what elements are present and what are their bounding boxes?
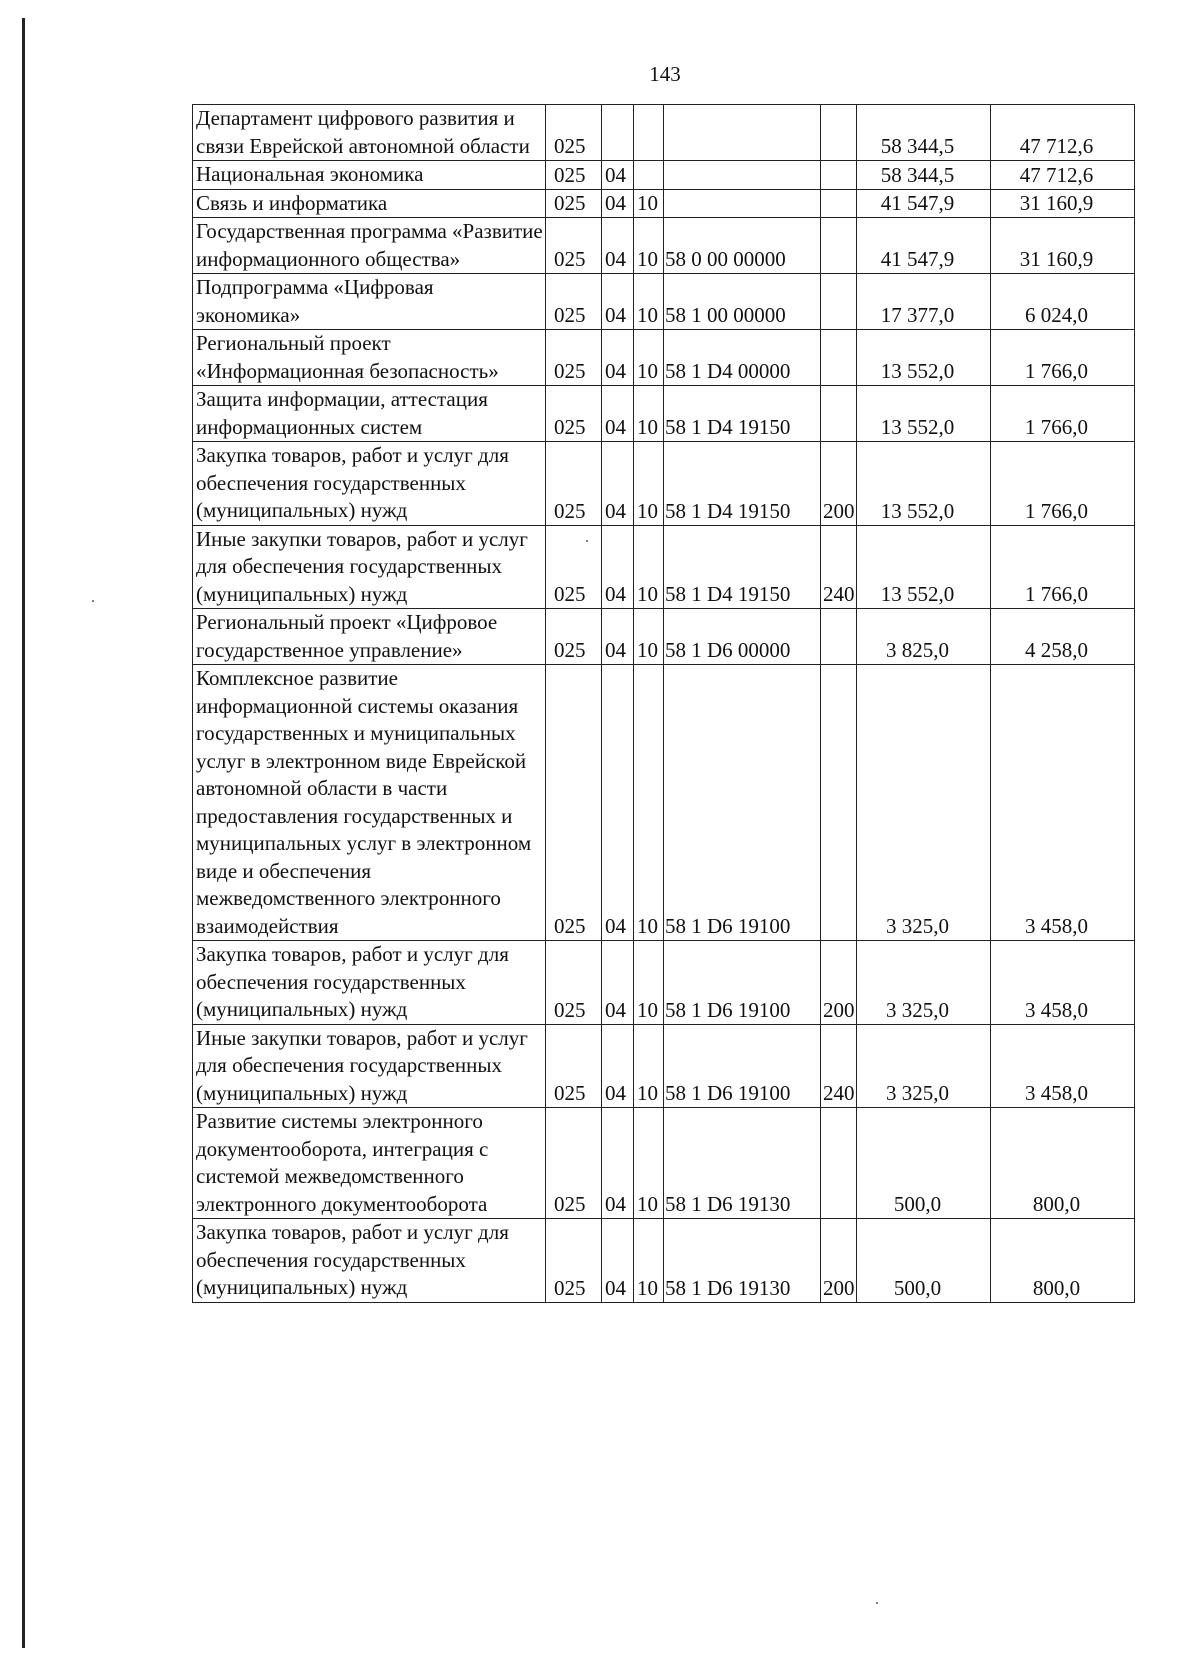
row-expense-type: 240 [821,525,857,609]
row-subsection-code: 10 [634,941,664,1025]
row-name: Защита информации, аттестация информационных систем [193,386,546,442]
row-section-code: 04 [602,330,634,386]
row-grbs-code: 025 [546,386,602,442]
row-subsection-code: 10 [634,665,664,941]
row-subsection-code [634,105,664,161]
row-section-code: 04 [602,189,634,218]
row-amount-year2: 47 712,6 [991,161,1135,190]
row-expense-type [821,609,857,665]
page-number: 143 [649,62,681,86]
row-subsection-code: 10 [634,218,664,274]
row-amount-year2: 800,0 [991,1219,1135,1303]
row-name: Региональный проект «Цифровое государственное управление» [193,609,546,665]
table-row [193,189,1135,218]
row-amount-year1: 3 325,0 [857,941,991,1025]
row-section-code: 04 [602,525,634,609]
row-expense-type: 200 [821,442,857,526]
row-grbs-code: 025 [546,1108,602,1219]
row-target-article: 58 1 D6 00000 [664,609,821,665]
row-amount-year2: 6 024,0 [991,274,1135,330]
row-target-article: 58 1 D4 19150 [664,386,821,442]
row-amount-year2: 1 766,0 [991,386,1135,442]
table-row [193,941,1135,1025]
row-amount-year2: 1 766,0 [991,525,1135,609]
row-subsection-code: 10 [634,1024,664,1108]
scan-speck [876,1602,878,1604]
row-grbs-code: 025 [546,609,602,665]
row-name: Региональный проект «Информационная безопасность» [193,330,546,386]
row-target-article: 58 0 00 00000 [664,218,821,274]
row-grbs-code: 025 [546,525,602,609]
row-subsection-code: 10 [634,274,664,330]
table-row [193,218,1135,274]
row-amount-year2: 3 458,0 [991,1024,1135,1108]
table-row [193,442,1135,526]
scan-speck [92,600,94,602]
row-section-code: 04 [602,274,634,330]
row-subsection-code: 10 [634,609,664,665]
row-grbs-code: 025 [546,442,602,526]
row-amount-year2: 47 712,6 [991,105,1135,161]
row-name: Развитие системы электронного документооборота, интеграция с системой межведомственного электронного документооборота [193,1108,546,1219]
row-section-code: 04 [602,609,634,665]
row-section-code: 04 [602,442,634,526]
row-subsection-code: 10 [634,525,664,609]
row-amount-year2: 4 258,0 [991,609,1135,665]
table-row [193,665,1135,941]
row-name: Иные закупки товаров, работ и услуг для обеспечения государственных (муниципальных) нужд [193,525,546,609]
row-expense-type [821,218,857,274]
row-name: Иные закупки товаров, работ и услуг для обеспечения государственных (муниципальных) нужд [193,1024,546,1108]
row-expense-type: 200 [821,1219,857,1303]
row-amount-year1: 41 547,9 [857,218,991,274]
row-target-article: 58 1 D6 19130 [664,1108,821,1219]
row-grbs-code: 025 [546,161,602,190]
row-amount-year1: 500,0 [857,1108,991,1219]
budget-table [192,104,1135,1303]
row-target-article: 58 1 00 00000 [664,274,821,330]
table-row [193,1219,1135,1303]
row-name: Национальная экономика [193,161,546,190]
row-subsection-code: 10 [634,1108,664,1219]
row-expense-type [821,330,857,386]
row-target-article: 58 1 D4 19150 [664,442,821,526]
row-target-article: 58 1 D4 19150 [664,525,821,609]
row-amount-year1: 41 547,9 [857,189,991,218]
row-name: Закупка товаров, работ и услуг для обеспечения государственных (муниципальных) нужд [193,1219,546,1303]
row-section-code: 04 [602,1219,634,1303]
scan-edge-line [22,18,25,1648]
row-target-article: 58 1 D6 19100 [664,665,821,941]
row-name: Комплексное развитие информационной системы оказания государственных и муниципальных услуг в электронном виде Еврейской автономной области в части предоставления государственных и муниципальных услуг в электронном виде и обеспечения межведомственного электронного взаимодействия [193,665,546,941]
table-row [193,105,1135,161]
row-amount-year2: 31 160,9 [991,218,1135,274]
row-amount-year1: 3 825,0 [857,609,991,665]
row-amount-year1: 13 552,0 [857,442,991,526]
row-target-article: 58 1 D6 19100 [664,1024,821,1108]
row-amount-year2: 31 160,9 [991,189,1135,218]
row-target-article: 58 1 D6 19100 [664,941,821,1025]
row-subsection-code [634,161,664,190]
row-amount-year2: 3 458,0 [991,941,1135,1025]
table-row [193,274,1135,330]
row-amount-year2: 1 766,0 [991,442,1135,526]
row-expense-type [821,386,857,442]
row-amount-year2: 1 766,0 [991,330,1135,386]
row-amount-year1: 17 377,0 [857,274,991,330]
row-expense-type: 240 [821,1024,857,1108]
row-name: Департамент цифрового развития и связи Еврейской автономной области [193,105,546,161]
table-row [193,330,1135,386]
row-grbs-code: 025 [546,105,602,161]
row-section-code: 04 [602,1024,634,1108]
row-subsection-code: 10 [634,442,664,526]
table-row [193,386,1135,442]
row-name: Подпрограмма «Цифровая экономика» [193,274,546,330]
row-grbs-code: 025 [546,218,602,274]
row-target-article [664,161,821,190]
row-section-code: 04 [602,386,634,442]
row-amount-year1: 58 344,5 [857,105,991,161]
row-amount-year1: 3 325,0 [857,1024,991,1108]
row-amount-year1: 13 552,0 [857,386,991,442]
row-amount-year1: 13 552,0 [857,330,991,386]
row-section-code [602,105,634,161]
row-section-code: 04 [602,1108,634,1219]
row-target-article [664,105,821,161]
row-amount-year2: 800,0 [991,1108,1135,1219]
table-row [193,609,1135,665]
row-subsection-code: 10 [634,386,664,442]
row-grbs-code: 025 [546,665,602,941]
row-expense-type [821,161,857,190]
row-expense-type [821,665,857,941]
row-grbs-code: 025 [546,941,602,1025]
table-row [193,1024,1135,1108]
row-expense-type [821,274,857,330]
row-grbs-code: 025 [546,1219,602,1303]
row-subsection-code: 10 [634,330,664,386]
table-row [193,525,1135,609]
row-amount-year1: 3 325,0 [857,665,991,941]
row-section-code: 04 [602,941,634,1025]
table-row [193,161,1135,190]
row-expense-type [821,1108,857,1219]
row-grbs-code: 025 [546,1024,602,1108]
row-name: Закупка товаров, работ и услуг для обеспечения государственных (муниципальных) нужд [193,941,546,1025]
row-section-code: 04 [602,665,634,941]
table-row [193,1108,1135,1219]
row-amount-year2: 3 458,0 [991,665,1135,941]
row-name: Закупка товаров, работ и услуг для обеспечения государственных (муниципальных) нужд [193,442,546,526]
row-amount-year1: 58 344,5 [857,161,991,190]
row-grbs-code: 025 [546,330,602,386]
row-amount-year1: 13 552,0 [857,525,991,609]
row-section-code: 04 [602,218,634,274]
row-expense-type [821,105,857,161]
row-section-code: 04 [602,161,634,190]
row-expense-type: 200 [821,941,857,1025]
row-subsection-code: 10 [634,189,664,218]
row-expense-type [821,189,857,218]
row-grbs-code: 025 [546,274,602,330]
row-amount-year1: 500,0 [857,1219,991,1303]
row-target-article [664,189,821,218]
row-grbs-code: 025 [546,189,602,218]
row-name: Связь и информатика [193,189,546,218]
row-target-article: 58 1 D6 19130 [664,1219,821,1303]
row-target-article: 58 1 D4 00000 [664,330,821,386]
row-subsection-code: 10 [634,1219,664,1303]
row-name: Государственная программа «Развитие информационного общества» [193,218,546,274]
